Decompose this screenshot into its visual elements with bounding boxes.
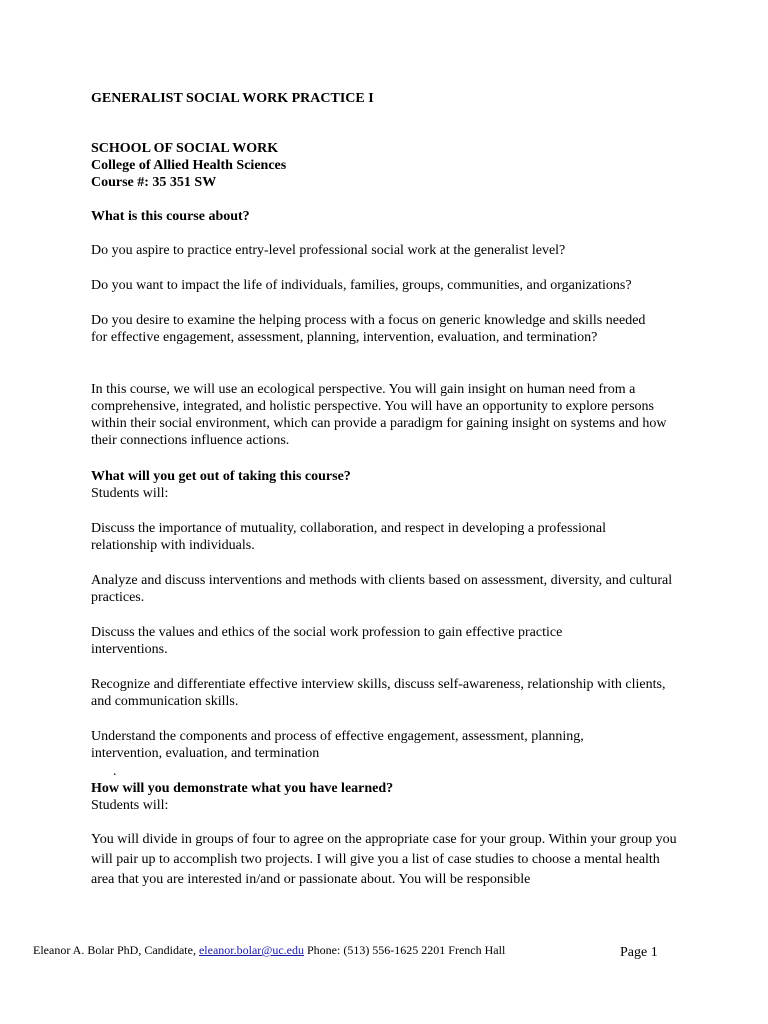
footer-author: Eleanor A. Bolar PhD, Candidate,: [33, 943, 199, 957]
paragraph: In this course, we will use an ecological perspective. You will gain insight on human need from a comprehensive, integrated, and holistic perspective. You will have an opportunity to explore persons within their social environment, which can provide a paradigm for gaining insight on systems and how their connections influence actions.: [91, 382, 667, 448]
course-number: Course #: 35 351 SW: [91, 175, 217, 190]
stray-mark: .: [113, 764, 117, 779]
section-heading-outcomes: What will you get out of taking this course?: [91, 469, 351, 484]
footer-phone-address: Phone: (513) 556-1625 2201 French Hall: [303, 943, 506, 957]
outcome-item: Recognize and differentiate effective interview skills, discuss self-awareness, relationship with clients, and communication skills.: [91, 677, 666, 709]
paragraph: You will divide in groups of four to agree on the appropriate case for your group. Within your group you will pair up to accomplish two projects. I will give you a list of case studies to choose a mental health area that you are interested in/and or passionate about. You will be responsible: [91, 832, 677, 887]
school-name: SCHOOL OF SOCIAL WORK: [91, 141, 279, 156]
college-name: College of Allied Health Sciences: [91, 158, 287, 173]
paragraph: Do you desire to examine the helping process with a focus on generic knowledge and skills needed for effective engagement, assessment, planning, intervention, evaluation, and termination?: [91, 313, 646, 345]
document-title: GENERALIST SOCIAL WORK PRACTICE I: [91, 91, 374, 106]
outcome-item: Discuss the values and ethics of the social work profession to gain effective practice interventions.: [91, 625, 563, 657]
footer-contact: [33, 942, 505, 958]
outcome-item: Discuss the importance of mutuality, collaboration, and respect in developing a professional relationship with individuals.: [91, 521, 607, 553]
students-will-label: Students will:: [91, 486, 169, 501]
page-number: Page 1: [620, 945, 658, 960]
paragraph: Do you want to impact the life of individuals, families, groups, communities, and organizations?: [91, 278, 632, 293]
outcome-item: Analyze and discuss interventions and methods with clients based on assessment, diversity, and cultural practices.: [91, 573, 673, 605]
paragraph: Do you aspire to practice entry-level professional social work at the generalist level?: [91, 243, 566, 258]
students-will-label: Students will:: [91, 798, 169, 813]
email-link[interactable]: eleanor.bolar@uc.edu: [198, 943, 304, 957]
section-heading-demonstrate: How will you demonstrate what you have learned?: [91, 781, 394, 796]
outcome-item: Understand the components and process of effective engagement, assessment, planning, intervention, evaluation, and termination: [91, 729, 584, 761]
section-heading-about: What is this course about?: [91, 209, 250, 224]
